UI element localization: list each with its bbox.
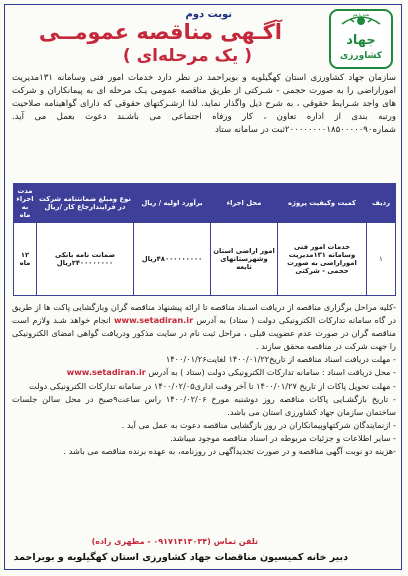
cell-row-number: ۱ <box>367 223 396 296</box>
table-header-row <box>14 184 396 223</box>
tender-table <box>13 183 396 296</box>
col-header-duration: مدت اجراء به ماه <box>14 184 37 223</box>
table-row <box>14 223 396 296</box>
body-item <box>12 301 396 353</box>
col-header-project: کمیت وکیفیت پروژه <box>278 184 367 223</box>
jahad-logo-icon <box>328 8 394 70</box>
logo-line2: کشاورزی <box>340 51 382 61</box>
setad-link-2[interactable]: www.setadiran.ir <box>66 367 146 378</box>
notice-footer: دبیر خانه کمیسیون مناقصات جهاد کشاورزی استان کهگیلویه و بویراحمد <box>13 552 348 563</box>
body-item: - مهلت دریافت اسناد مناقصه از تاریخ۱۴۰۰/۰۱/۲۲ لغایت۱۴۰۰/۰۱/۲۶ <box>165 354 396 365</box>
cell-location: امور اراضی استان وشهرستانهای تابعه <box>211 223 278 296</box>
notice-title: آگـهی مناقصه عمومــی <box>38 20 282 44</box>
notice-body <box>12 301 396 458</box>
notice-header <box>6 6 402 68</box>
cell-duration: ۱۲ ماه <box>14 223 37 296</box>
cell-estimate: ۴۸۰۰۰۰۰۰۰۰۰ریال <box>134 223 211 296</box>
body-item: - سایر اطلاعات و جزئیات مربوطه در اسناد مناقصه موجود میباشد. <box>170 432 396 443</box>
cell-guarantee: ضمانت نامه بانکی ۲۴۰۰۰۰۰۰۰۰ریال <box>37 223 134 296</box>
col-header-location: محل اجراء <box>211 184 278 223</box>
logo-line1: جهاد <box>346 33 376 48</box>
contact-phone: تلفن تماس (۰۹۱۷۱۴۱۳۰۳۴ - مطهری زاده) <box>91 537 258 546</box>
setad-link-1[interactable]: www.setadiran.ir <box>113 315 194 326</box>
body-item: - ازنمایندگان شرکتهاوپیمانکاران در روز بازگشایی مناقصه دعوت به عمل می آید . <box>121 419 396 430</box>
logo-top-text: همه با هم <box>352 12 370 17</box>
col-header-guarantee: نوع ومبلغ ضمانتنامه شرکت در فرایندارجاع کار /ریال <box>37 184 134 223</box>
body-text-1b: انجام خواهد شـد ولازم است مناقصه گران در صورت عدم عضویت قبلی ، مراحل ثبت نام در سایت مذکور ودریافت گواهی امضای الکترونیکی را جهت شرکت در مناقصه محقق سازند . <box>12 315 396 352</box>
col-header-row-number: ردیف <box>367 184 396 223</box>
round-label: نوبت دوم <box>185 9 232 20</box>
body-item: -هزینه دو نوبت آگهی مناقصه و در صورت تجدیدآگهی در روزنامه، به عهده برنده مناقصه می باشد . <box>63 446 396 457</box>
body-item: - مهلت تحویل پاکات از تاریخ ۱۴۰۰/۰۱/۲۷ تا آخر وقت اداری۱۴۰۰/۰۲/۰۵ در سامانه تدارکات الکترونیکی دولت <box>29 380 396 391</box>
notice-subtitle: ( یک مرحله‌ای ) <box>122 46 252 66</box>
intro-paragraph: سازمان جهاد کشاورزی استان کهگیلویه و بویراحمد در نظر دارد خدمات امور فنی وسامانه ۱۳۱مدیریت امورارا‌ضی را به صورت حجمی - شـرکتی از طریق مناقصه عمومی یـک مرحله ای به پیمانکاران و شرکت های واجد شـرایط حقوقی ، به شرح ذیل واگذار نماید. لذا ازشـرکتهای حقوقی که دارای گواهینامه صلاحیت ورتبه بندی از اداره تعاون ، کار ورفاه اجتماعی می باشـند دعوت بعمل می آید. شماره۲۰۰۰۰۰۰۰۰۱۸۵۰۰۰۰۰۹۰ثبت در سامانه ستاد <box>12 73 396 135</box>
cell-project: خدمات امور فنی وسامانه ۱۳۱مدیریت امورارا‌ضی به صورت حجمی - شرکتی <box>278 223 367 296</box>
body-text-1: -کلیه مراحل برگزاری مناقصه از دریافت اسـناد مناقصه تا ارائه پیشنهاد مناقصه گران وبازگشایی پاکت ها از طریق در گاه سامانه تدارکات الکترونیکی دولت ( ستاد) به آدرس <box>12 302 397 326</box>
body-item: - تاریخ بازگشـایی پاکات مناقصه روز دوشنبه مورخ ۱۴۰۰/۰۲/۰۶ راس ساعت۹صبح در محل سالن جلسات ساختمان سازمان جهاد کشاورزی استان می باشد. <box>12 393 396 417</box>
body-item <box>12 366 396 379</box>
body-text-3: - محل دریافت اسناد : سامانه تدارکات الکترونیکی دولت (ستاد ) به آدرس <box>148 367 396 378</box>
col-header-estimate: برآورد اولیه / ریال <box>134 184 211 223</box>
